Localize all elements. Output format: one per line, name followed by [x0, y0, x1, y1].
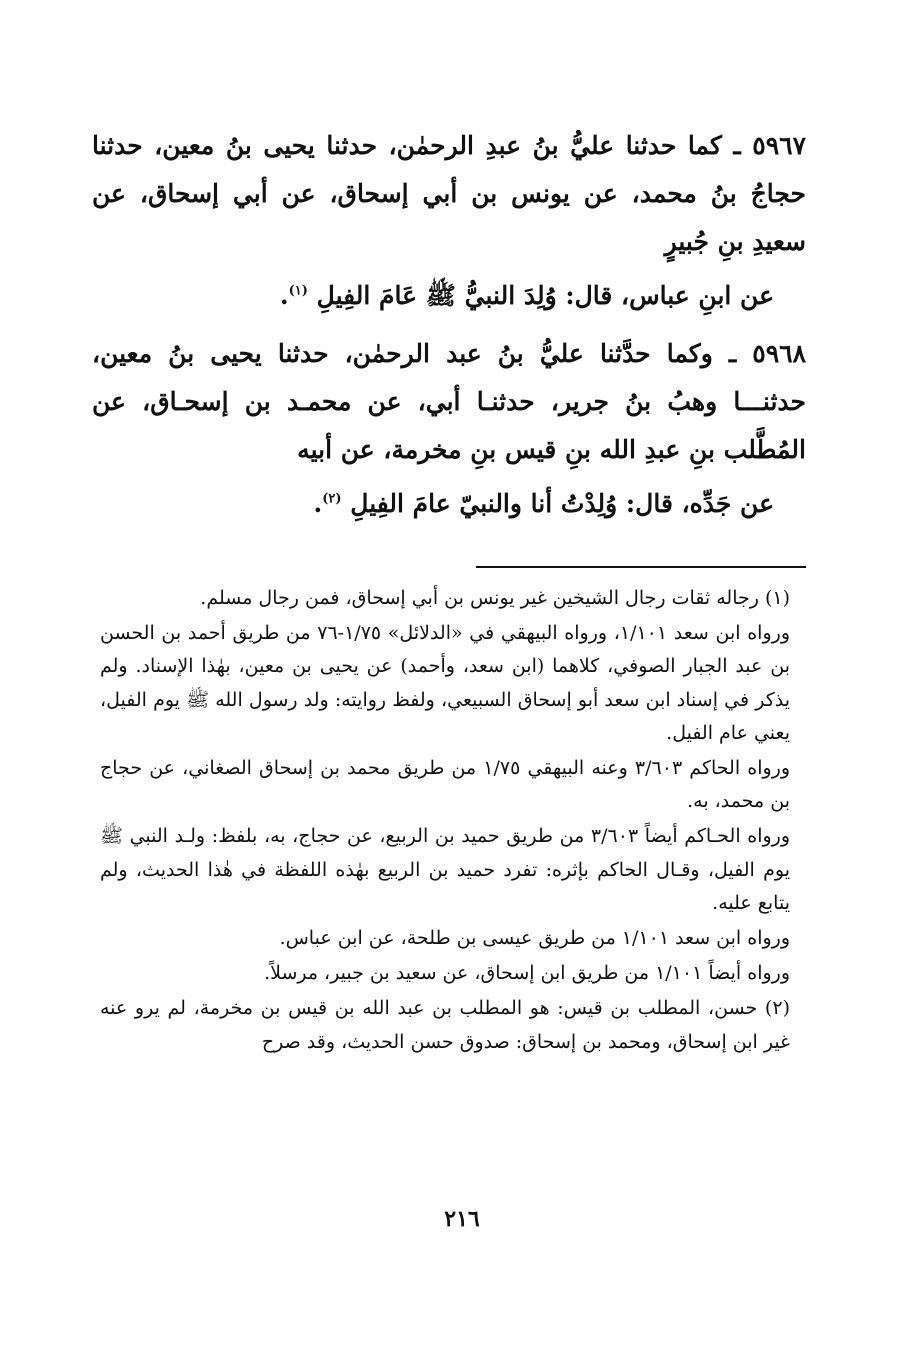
hadith-5967 — [92, 122, 806, 266]
matn-5968-text: عن جَدِّه، قال: وُلِدْتُ أنا والنبيّ عامَ الفِيلِ — [350, 489, 774, 518]
footnotes — [100, 582, 812, 1061]
main-text — [92, 122, 806, 538]
hadith-5968 — [92, 330, 806, 474]
page-number: ٢١٦ — [444, 1206, 480, 1232]
matn-5967-text: عن ابنِ عباس، قال: وُلِدَ النبيُّ ﷺ عَامَ الفِيلِ — [316, 281, 774, 310]
hadith-5968-isnad: ٥٩٦٨ ـ وكما حدَّثنا عليُّ بنُ عبد الرحمٰن، حدثنا يحيى بنُ معين، حدثنـــا وهبُ بنُ جرير، حدثنـا أبي، عن محمـد بن إسحـاق، عن المُطَّلب بنِ عبدِ الله بنِ قيس بنِ مخرمة، عن أبيه — [92, 339, 806, 464]
footnote-paragraph: ورواه ابن سعد ١/١٠١، ورواه البيهقي في «الدلائل» ١/٧٥-٧٦ من طريق أحمد بن الحسن بن عبد الجبار الصوفي، كلاهما (ابن سعد، وأحمد) عن يحيى بن معين، بهٰذا الإسناد. ولم يذكر في إسناد ابن سعد أبو إسحاق السبيعي، ولفظ روايته: ولد رسول الله ﷺ يوم الفيل، يعني عام الفيل. — [100, 622, 790, 744]
matn-5968: عن جَدِّه، قال: وُلِدْتُ أنا والنبيّ عامَ الفِيلِ $^{(٢)}$. — [313, 489, 774, 518]
footnote-paragraph: ورواه الحاكم ٣/٦٠٣ وعنه البيهقي ١/٧٥ من طريق محمد بن إسحاق الصغاني، عن حجاج بن محمد، به. — [100, 757, 791, 813]
footnote-paragraph: ورواه ابن سعد ١/١٠١ من طريق عيسى بن طلحة، عن ابن عباس. — [279, 927, 790, 950]
footnote-paragraph: ورواه الحـاكم أيضاً ٣/٦٠٣ من طريق حميد بن الربيع، عن حجاج، به، بلفظ: ولـد النبي ﷺ يوم الفيل، وقـال الحاكم بإثره: تفرد حميد بن الربيع بهٰذه اللفظة في هٰذا الحديث، ولم يتابع عليه. — [100, 825, 790, 914]
footnote-1: (١) رجاله ثقات رجال الشيخين غير يونس بن أبي إسحاق، فمن رجال مسلم. — [200, 587, 790, 609]
footnote-2: (٢) حسن، المطلب بن قيس: هو المطلب بن عبد الله بن قيس بن مخرمة، لم يرو عنه غير ابن إسحاق، ومحمد بن إسحاق: صدوق حسن الحديث، وقد صرح — [100, 997, 790, 1053]
hadith-5967-isnad: ٥٩٦٧ ـ كما حدثنا عليُّ بنُ عبدِ الرحمٰن، حدثنا يحيى بنُ معين، حدثنا حجاجُ بنُ محمد، عن يونس بن أبي إسحاق، عن أبي إسحاق، عن سعيدِ بنِ جُبيرٍ — [92, 131, 806, 256]
footnote-ref-2: (٢) — [322, 491, 342, 507]
footnote-paragraph: ورواه أيضاً ١/١٠١ من طريق ابن إسحاق، عن سعيد بن جبير، مرسلاً. — [264, 962, 790, 985]
footnote-separator — [476, 566, 806, 568]
matn-5967: عن ابنِ عباس، قال: وُلِدَ النبيُّ ﷺ عَامَ الفِيلِ $^{(١)}$. — [279, 281, 774, 310]
footnote-ref-1: (١) — [288, 283, 308, 299]
